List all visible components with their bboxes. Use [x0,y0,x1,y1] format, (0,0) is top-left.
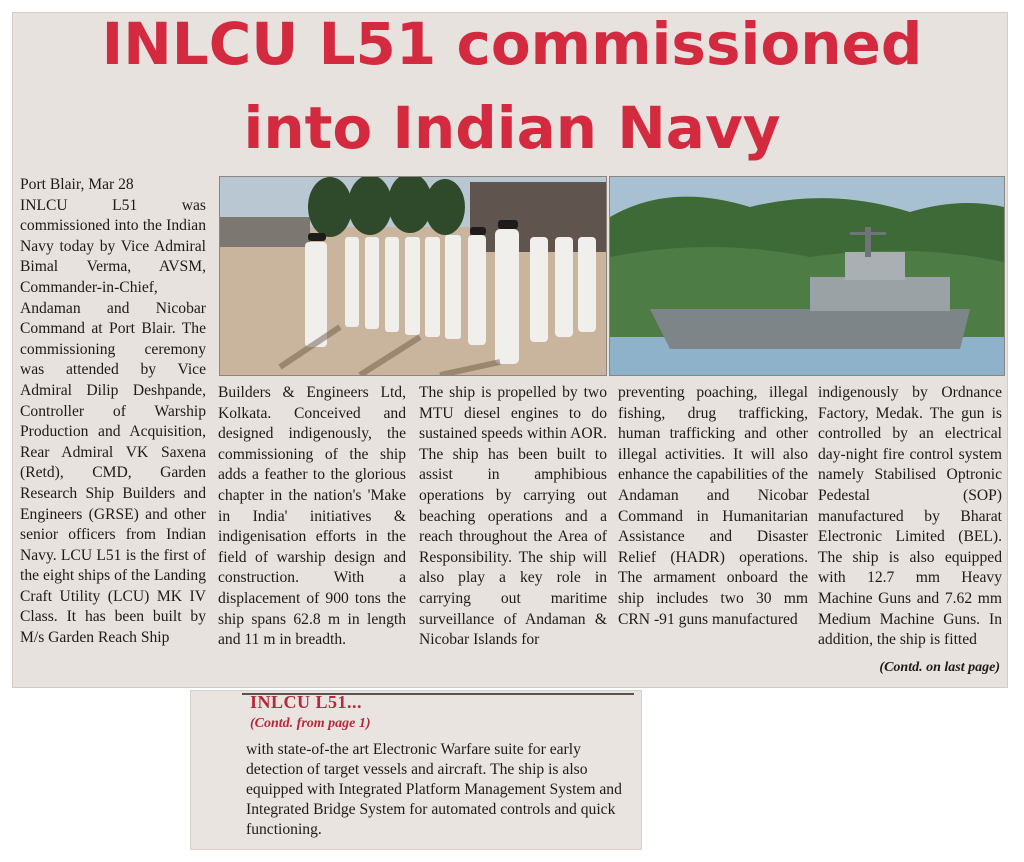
headline-line-1: INLCU L51 commissioned [101,10,923,78]
continuation-from: (Contd. from page 1) [250,716,371,731]
headline-line-2: into Indian Navy [243,94,781,162]
article-text-2: Builders & Engineers Ltd, Kolkata. Conceived and designed indigenously, the commissioning of the ship adds a feather to the glorious chapter in the nation's 'Make in India' initiatives & indigenisation efforts in the field of warship design and construction. With a displacement of 900 tons the ship spans 62.8 m in length and 11 m in breadth. [218,384,406,649]
article-text-1: INLCU L51 was commissioned into the Indian Navy today by Vice Admiral Bimal Verma, AVSM, Commander-in-Chief, Andaman and Nicobar Command at Port Blair. The commissioning ceremony was attended by Vice Admiral Dilip Deshpande, Controller of Warship Production and Acquisition, Rear Admiral VK Saxena (Retd), CMD, Garden Research Ship Builders and Engineers (GRSE) and other senior officers from Indian Navy. LCU L51 is the first of the eight ships of the Landing Craft Utility (LCU) MK IV Class. It has been built by M/s Garden Reach Ship [20,196,206,647]
article-text-3: The ship is propelled by two MTU diesel engines to do sustained speeds within AOR. The ship has been built to assist in amphibious operations by carrying out beaching operations and a reach throughout the Area of Responsibility. The ship will also play a key role in carrying out maritime surveillance of Andaman & Nicobar Islands for [419,384,607,649]
continuation-title: INLCU L51... [250,692,363,712]
continued-note: (Contd. on last page) [879,660,1000,675]
ceremony-photo [219,176,607,376]
dateline: Port Blair, Mar 28 [20,176,134,193]
article-column-3 [419,383,607,651]
article-text-5: indigenously by Ordnance Factory, Medak. The gun is controlled by an electrical day-night fire control system namely Stabilised Optronic Pedestal (SOP) manufactured by Bharat Electronic Limited (BEL). The ship is also equipped with 12.7 mm Heavy Machine Guns and 7.62 mm Medium Machine Guns. In addition, the ship is fitted [818,384,1002,649]
ship-photo [609,176,1005,376]
article-column-5 [818,383,1002,651]
continuation-body: with state-of-the art Electronic Warfare suite for early detection of target vessels and aircraft. The ship is also equipped with Integrated Platform Management System and Integrated Bridge System for automated controls and quick functioning. [246,741,622,838]
article-column-4 [618,383,808,630]
article-text-4: preventing poaching, illegal fishing, drug trafficking, human trafficking and other illegal activities. It will also enhance the capabilities of the Andaman and Nicobar Command in Humanitarian Assistance and Disaster Relief (HADR) operations. The armament onboard the ship includes two 30 mm CRN -91 guns manufactured [618,384,808,628]
article-column-2 [218,383,406,651]
article-column-1 [20,175,206,649]
